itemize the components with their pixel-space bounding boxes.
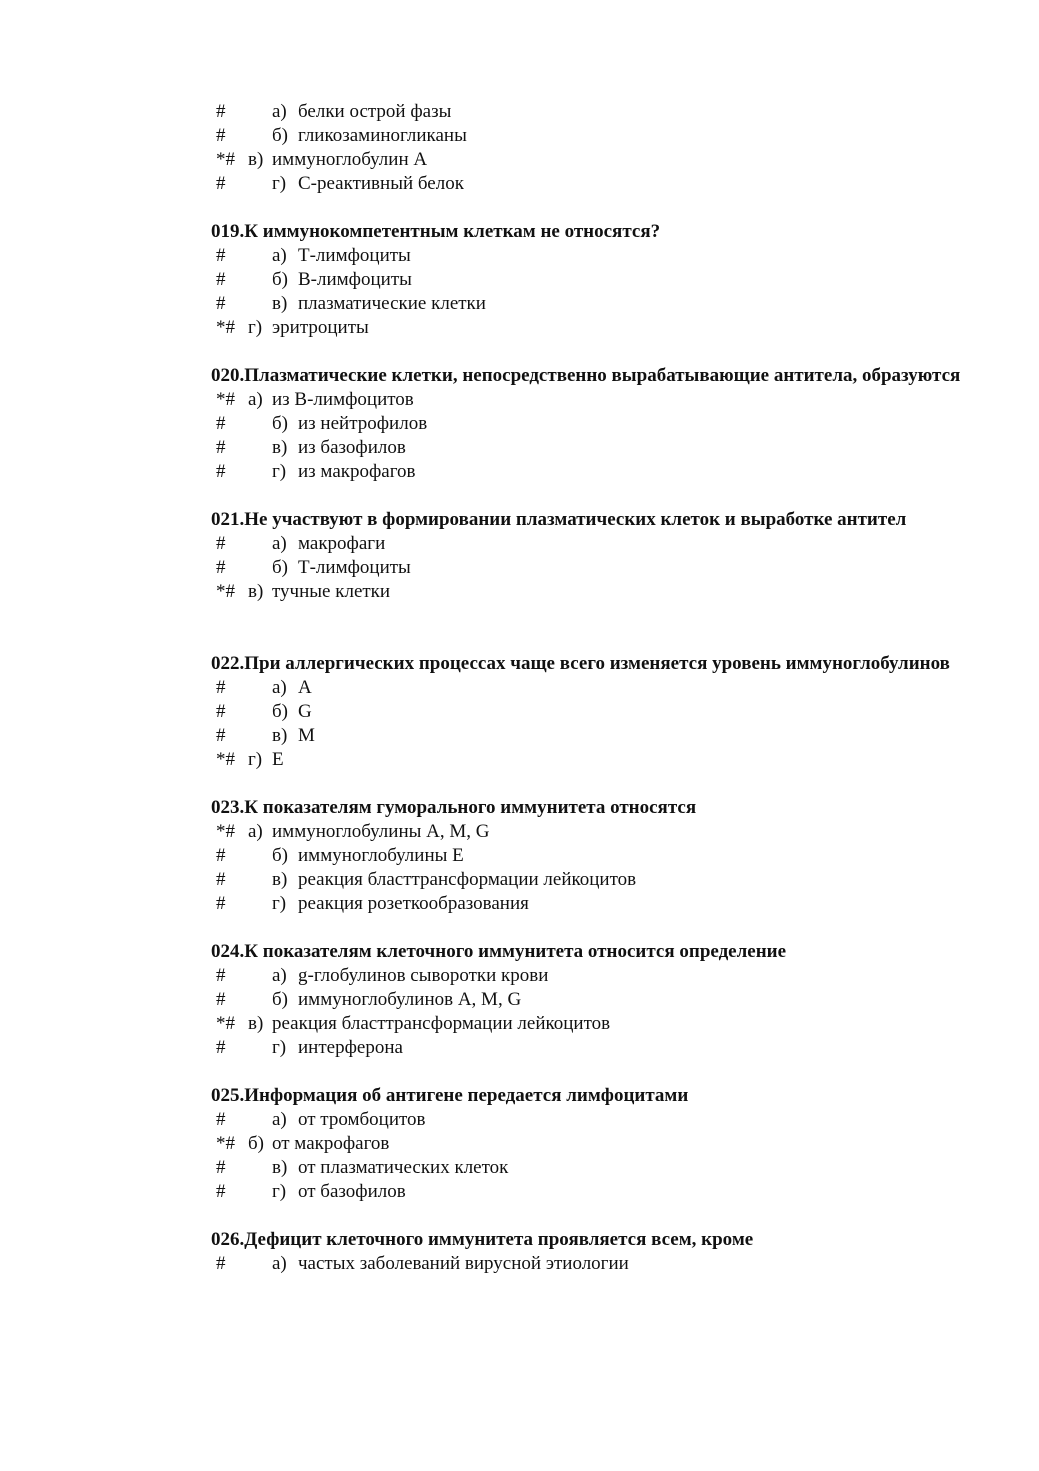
question-text: 023.К показателям гуморального иммунитета относятся xyxy=(211,797,697,818)
answer-option xyxy=(0,172,1039,196)
option-marker: # xyxy=(216,1157,226,1178)
option-letter: а) xyxy=(248,389,263,410)
question-block xyxy=(0,940,1039,1060)
option-marker: # xyxy=(216,245,226,266)
option-marker: # xyxy=(216,1181,226,1202)
option-marker: # xyxy=(216,437,226,458)
option-text: иммуноглобулинов А, М, G xyxy=(298,989,522,1010)
option-text: плазматические клетки xyxy=(298,293,486,314)
option-letter: г) xyxy=(272,1181,287,1202)
answer-option-correct xyxy=(0,1132,1039,1156)
option-text: из базофилов xyxy=(298,437,406,458)
option-marker: # xyxy=(216,293,226,314)
question-text: 024.К показателям клеточного иммунитета относится определение xyxy=(211,941,787,962)
option-text: Т-лимфоциты xyxy=(298,245,411,266)
option-letter: г) xyxy=(272,173,287,194)
question-block xyxy=(0,1084,1039,1204)
option-letter: в) xyxy=(272,1157,288,1178)
answer-option xyxy=(0,292,1039,316)
option-text: гликозаминогликаны xyxy=(298,125,467,146)
option-text: реакция розеткообразования xyxy=(298,893,529,914)
option-letter: б) xyxy=(272,413,288,434)
option-marker: # xyxy=(216,413,226,434)
option-marker: # xyxy=(216,125,226,146)
option-text: из В-лимфоцитов xyxy=(272,389,414,410)
option-text: С-реактивный белок xyxy=(298,173,464,194)
option-marker: # xyxy=(216,869,226,890)
option-marker: # xyxy=(216,101,226,122)
answer-option xyxy=(0,700,1039,724)
question-block xyxy=(0,1228,1039,1276)
option-letter: а) xyxy=(272,965,287,986)
option-marker: *# xyxy=(216,1013,235,1034)
question-text: 026.Дефицит клеточного иммунитета проявляется всем, кроме xyxy=(211,1229,754,1250)
option-marker: *# xyxy=(216,821,235,842)
answer-option xyxy=(0,100,1039,124)
option-letter: а) xyxy=(272,533,287,554)
option-text: интерферона xyxy=(298,1037,403,1058)
option-text: от тромбоцитов xyxy=(298,1109,426,1130)
answer-option xyxy=(0,892,1039,916)
answer-option-correct xyxy=(0,580,1039,604)
option-letter: б) xyxy=(272,989,288,1010)
question-text: 021.Не участвуют в формировании плазматических клеток и выработке антител xyxy=(211,509,907,530)
option-letter: в) xyxy=(248,149,264,170)
option-text: от макрофагов xyxy=(272,1133,390,1154)
option-text: В-лимфоциты xyxy=(298,269,412,290)
option-text: тучные клетки xyxy=(272,581,391,602)
answer-option xyxy=(0,532,1039,556)
option-text: реакция бласттрансформации лейкоцитов xyxy=(298,869,637,890)
option-text: макрофаги xyxy=(298,533,386,554)
option-text: иммуноглобулины А, М, G xyxy=(272,821,490,842)
question-block xyxy=(0,220,1039,340)
option-marker: # xyxy=(216,725,226,746)
answer-option-correct xyxy=(0,316,1039,340)
answer-option xyxy=(0,460,1039,484)
option-text: A xyxy=(298,677,312,698)
option-marker: # xyxy=(216,677,226,698)
option-marker: # xyxy=(216,173,226,194)
answer-option xyxy=(0,412,1039,436)
answer-option xyxy=(0,268,1039,292)
option-text: частых заболеваний вирусной этиологии xyxy=(298,1253,629,1274)
option-marker: # xyxy=(216,461,226,482)
answer-option-correct xyxy=(0,148,1039,172)
answer-option xyxy=(0,964,1039,988)
option-letter: б) xyxy=(272,701,288,722)
answer-option xyxy=(0,988,1039,1012)
answer-option xyxy=(0,124,1039,148)
option-letter: а) xyxy=(272,245,287,266)
option-letter: в) xyxy=(248,1013,264,1034)
option-marker: # xyxy=(216,533,226,554)
option-text: Т-лимфоциты xyxy=(298,557,411,578)
option-letter: г) xyxy=(272,893,287,914)
answer-option xyxy=(0,1252,1039,1276)
option-letter: в) xyxy=(272,725,288,746)
option-letter: а) xyxy=(272,1253,287,1274)
option-letter: в) xyxy=(272,293,288,314)
option-letter: г) xyxy=(272,1037,287,1058)
option-marker: *# xyxy=(216,749,235,770)
option-marker: *# xyxy=(216,581,235,602)
option-text: из макрофагов xyxy=(298,461,416,482)
question-text: 019.К иммунокомпетентным клеткам не относятся? xyxy=(211,221,661,242)
option-marker: # xyxy=(216,989,226,1010)
option-marker: # xyxy=(216,1037,226,1058)
answer-option xyxy=(0,556,1039,580)
option-text: эритроциты xyxy=(272,317,369,338)
answer-option xyxy=(0,1156,1039,1180)
option-letter: г) xyxy=(248,749,263,770)
option-text: иммуноглобулины Е xyxy=(298,845,464,866)
option-letter: а) xyxy=(272,677,287,698)
answer-option xyxy=(0,1036,1039,1060)
question-text: 022.При аллергических процессах чаще всего изменяется уровень иммуноглобулинов xyxy=(211,653,950,674)
option-marker: # xyxy=(216,845,226,866)
answer-option-correct xyxy=(0,1012,1039,1036)
answer-option xyxy=(0,844,1039,868)
question-block xyxy=(0,364,1039,484)
question-block xyxy=(0,508,1039,604)
option-marker: # xyxy=(216,701,226,722)
option-letter: г) xyxy=(248,317,263,338)
question-text: 020.Плазматические клетки, непосредственно вырабатывающие антитела, образуются xyxy=(211,365,961,386)
option-letter: б) xyxy=(272,557,288,578)
option-text: E xyxy=(272,749,284,770)
option-marker: *# xyxy=(216,1133,235,1154)
option-letter: в) xyxy=(272,437,288,458)
answer-option-correct xyxy=(0,388,1039,412)
option-text: реакция бласттрансформации лейкоцитов xyxy=(272,1013,611,1034)
option-letter: в) xyxy=(248,581,264,602)
option-text: белки острой фазы xyxy=(298,101,452,122)
answer-option xyxy=(0,1108,1039,1132)
answer-option xyxy=(0,676,1039,700)
option-marker: # xyxy=(216,1109,226,1130)
answer-option-correct xyxy=(0,820,1039,844)
question-block xyxy=(0,796,1039,916)
answer-option-correct xyxy=(0,748,1039,772)
option-letter: б) xyxy=(272,845,288,866)
option-letter: г) xyxy=(272,461,287,482)
option-letter: а) xyxy=(272,101,287,122)
answer-option xyxy=(0,868,1039,892)
option-letter: а) xyxy=(248,821,263,842)
option-letter: б) xyxy=(272,125,288,146)
option-text: из нейтрофилов xyxy=(298,413,428,434)
option-marker: *# xyxy=(216,317,235,338)
option-text: M xyxy=(298,725,315,746)
question-block xyxy=(0,100,1039,196)
question-block xyxy=(0,652,1039,772)
option-letter: б) xyxy=(248,1133,264,1154)
option-text: от базофилов xyxy=(298,1181,406,1202)
option-marker: # xyxy=(216,893,226,914)
option-letter: б) xyxy=(272,269,288,290)
option-marker: # xyxy=(216,269,226,290)
option-marker: # xyxy=(216,965,226,986)
option-text: g-глобулинов сыворотки крови xyxy=(298,965,549,986)
answer-option xyxy=(0,1180,1039,1204)
question-text: 025.Информация об антигене передается лимфоцитами xyxy=(211,1085,689,1106)
option-letter: а) xyxy=(272,1109,287,1130)
option-marker: # xyxy=(216,557,226,578)
option-text: иммуноглобулин А xyxy=(272,149,428,170)
answer-option xyxy=(0,724,1039,748)
test-questions xyxy=(0,100,1039,1300)
option-letter: в) xyxy=(272,869,288,890)
answer-option xyxy=(0,436,1039,460)
option-marker: *# xyxy=(216,389,235,410)
option-marker: *# xyxy=(216,149,235,170)
option-text: G xyxy=(298,701,312,722)
option-marker: # xyxy=(216,1253,226,1274)
answer-option xyxy=(0,244,1039,268)
option-text: от плазматических клеток xyxy=(298,1157,509,1178)
